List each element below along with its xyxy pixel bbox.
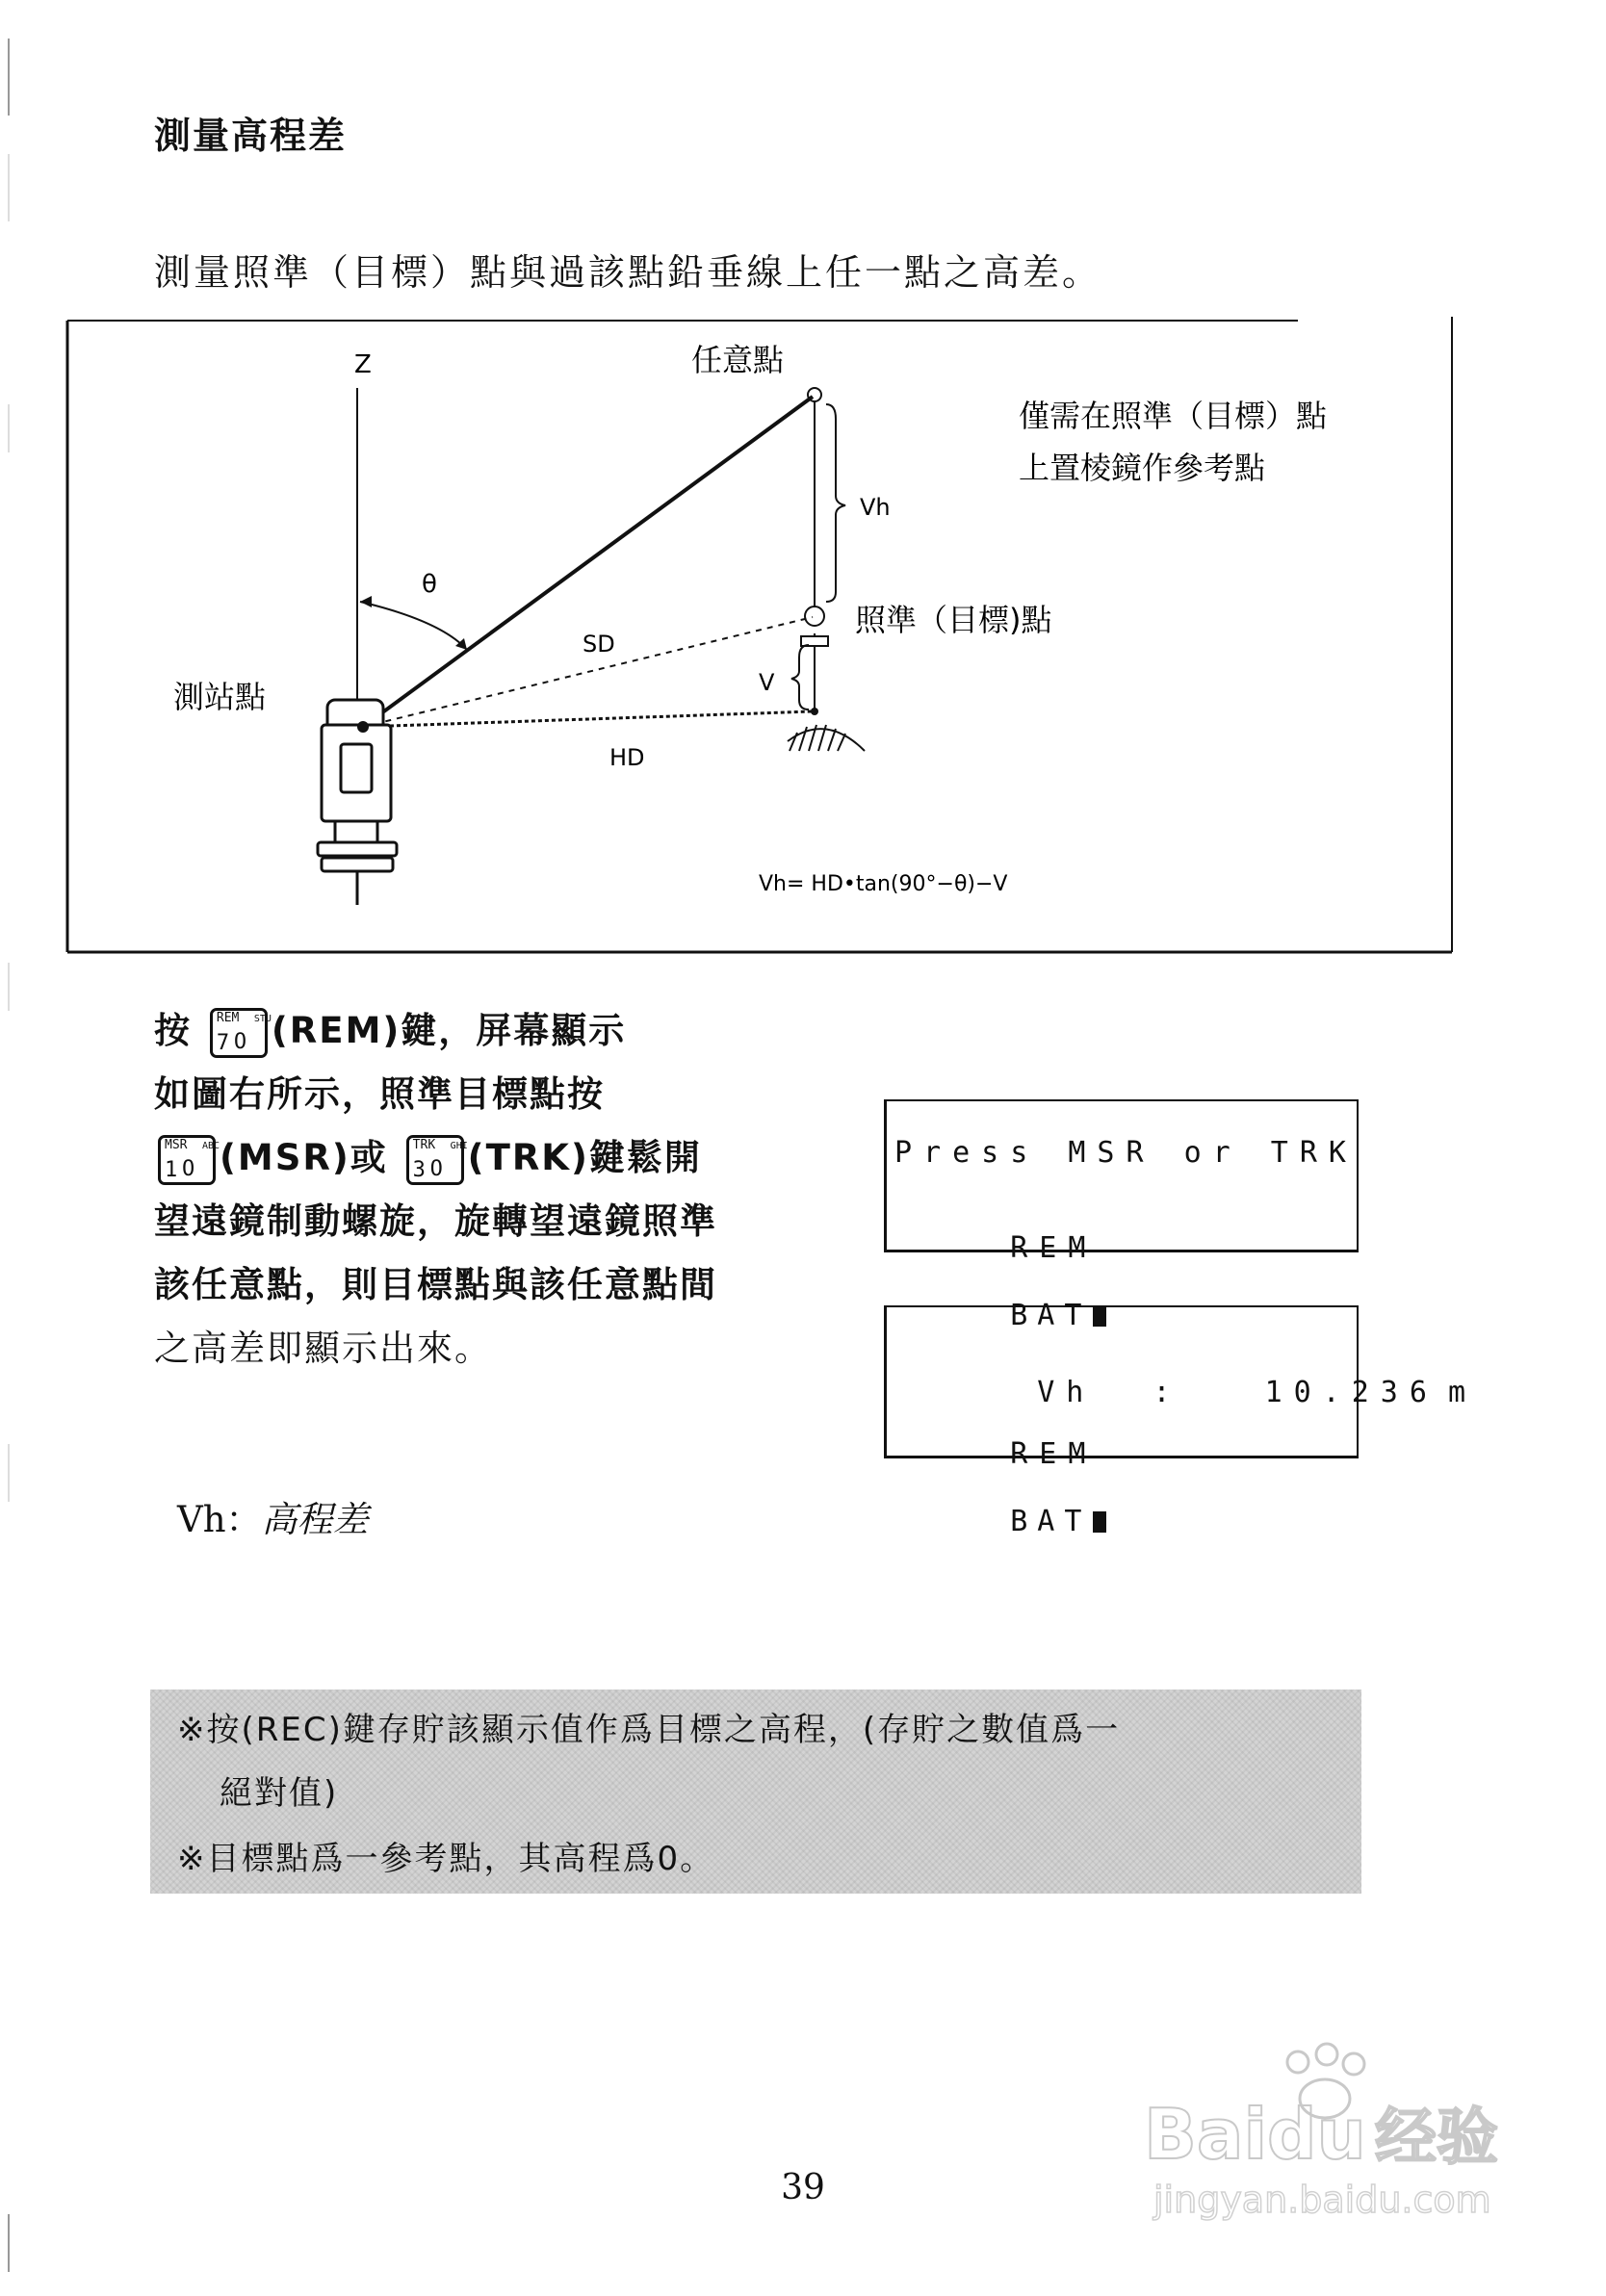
prism-base-icon — [801, 636, 828, 646]
trk-key-num: 3 — [412, 1157, 426, 1182]
instr-line2: 如圖右所示，照準目標點按 — [154, 1073, 605, 1115]
baidu-watermark — [1144, 2041, 1548, 2233]
z-label: Z — [354, 350, 372, 379]
trk-key-mid: O — [429, 1156, 443, 1181]
section-title: 測量高程差 — [154, 115, 348, 157]
instr-line5: 該任意點，則目標點與該任意點間 — [154, 1264, 717, 1305]
note-line3: ※目標點爲一參考點，其高程爲0。 — [177, 1840, 715, 1878]
lcd2-battery-label: BAT — [1010, 1505, 1092, 1538]
vh-def-desc: 高程差 — [261, 1499, 369, 1540]
trk-suffix: (TRK)鍵鬆開 — [467, 1137, 702, 1178]
lcd2-mode: REM — [1010, 1437, 1098, 1471]
theta-label: θ — [422, 570, 437, 599]
ground-point — [811, 708, 818, 715]
station-label: 測站點 — [173, 679, 267, 715]
vh-def-label: Vh： — [177, 1499, 262, 1540]
lcd2-vh-value: 10.236 — [1264, 1376, 1438, 1409]
lcd2-vh-unit: m — [1447, 1376, 1477, 1409]
instr-line1 — [154, 999, 828, 1063]
watermark-url: jingyan.baidu.com — [1153, 2179, 1491, 2221]
instructions — [154, 999, 828, 1380]
msr-key-side: ABC — [202, 1140, 220, 1151]
note-line1: ※按(REC)鍵存貯該顯示值作爲目標之高程，(存貯之數值爲一 — [177, 1711, 1121, 1749]
lcd1-mode: REM — [1010, 1231, 1098, 1265]
instr-line6: 之高差即顯示出來。 — [154, 1328, 492, 1369]
rem-key[interactable] — [210, 1008, 272, 1058]
horizontal-distance-line — [363, 711, 813, 727]
watermark-brand: Bai — [1144, 2094, 1268, 2175]
formula: Vh= HD•tan(90°−θ)−V — [759, 872, 1008, 896]
note-line1: 僅需在照準（目標）點 — [1019, 398, 1328, 434]
sight-line — [363, 397, 813, 727]
msr-key[interactable] — [158, 1135, 220, 1185]
lcd2-battery-icon — [1093, 1511, 1106, 1533]
sd-label: SD — [583, 631, 615, 658]
lcd1-battery-label: BAT — [1010, 1299, 1092, 1332]
press-text: 按 — [154, 1010, 192, 1051]
trk-key-top: TRK — [412, 1137, 436, 1152]
ground-icon — [788, 725, 865, 751]
lcd1-row1: Press MSR or TRK — [894, 1136, 1358, 1170]
hd-label: HD — [609, 744, 645, 771]
station-center-point — [357, 721, 369, 733]
watermark-brand2: du — [1267, 2094, 1366, 2175]
vh-label: Vh — [860, 494, 891, 521]
lcd-display-prompt — [884, 1099, 1359, 1332]
trk-key[interactable] — [406, 1135, 468, 1185]
msr-suffix: (MSR)或 — [220, 1137, 388, 1178]
rem-key-mid: O — [233, 1029, 247, 1054]
instr-line3 — [154, 1126, 828, 1190]
rem-key-top: REM — [216, 1010, 240, 1025]
rem-key-num: 7 — [216, 1030, 230, 1055]
page-number: 39 — [781, 2168, 825, 2207]
notes-box — [150, 1690, 1361, 1894]
vh-brace — [826, 404, 845, 602]
diagram-figure — [65, 313, 1454, 954]
margin-marks — [6, 0, 13, 2292]
instr-line4: 望遠鏡制動螺旋，旋轉望遠鏡照準 — [154, 1200, 717, 1242]
msr-key-top: MSR — [165, 1137, 188, 1152]
lcd2-vh-label: Vh : — [1037, 1376, 1182, 1409]
v-label: V — [759, 669, 775, 696]
intro-text: 測量照準（目標）點與過該點鉛垂線上任一點之高差。 — [154, 251, 1102, 294]
note-line2: 上置棱鏡作參考點 — [1019, 450, 1266, 486]
lcd-display-result — [884, 1305, 1477, 1538]
arbitrary-point-label: 任意點 — [691, 342, 785, 378]
msr-key-num: 1 — [165, 1157, 178, 1182]
v-brace — [791, 645, 809, 709]
lcd2-row2 — [894, 1404, 1145, 1572]
theta-arc — [360, 602, 467, 650]
rem-key-side: STU — [253, 1013, 272, 1024]
total-station-icon — [318, 700, 397, 905]
target-point-label: 照準（目標)點 — [855, 602, 1052, 638]
msr-key-mid: O — [182, 1156, 195, 1181]
theta-arrow-left — [360, 596, 372, 607]
rem-suffix: (REM)鍵，屏幕顯示 — [271, 1010, 627, 1051]
trk-key-side: GHI — [450, 1140, 468, 1151]
note-line2: 絕對值) — [220, 1774, 339, 1813]
watermark-cn: 经验 — [1375, 2103, 1498, 2174]
vh-definition — [177, 1490, 369, 1542]
prism-icon — [805, 606, 824, 626]
